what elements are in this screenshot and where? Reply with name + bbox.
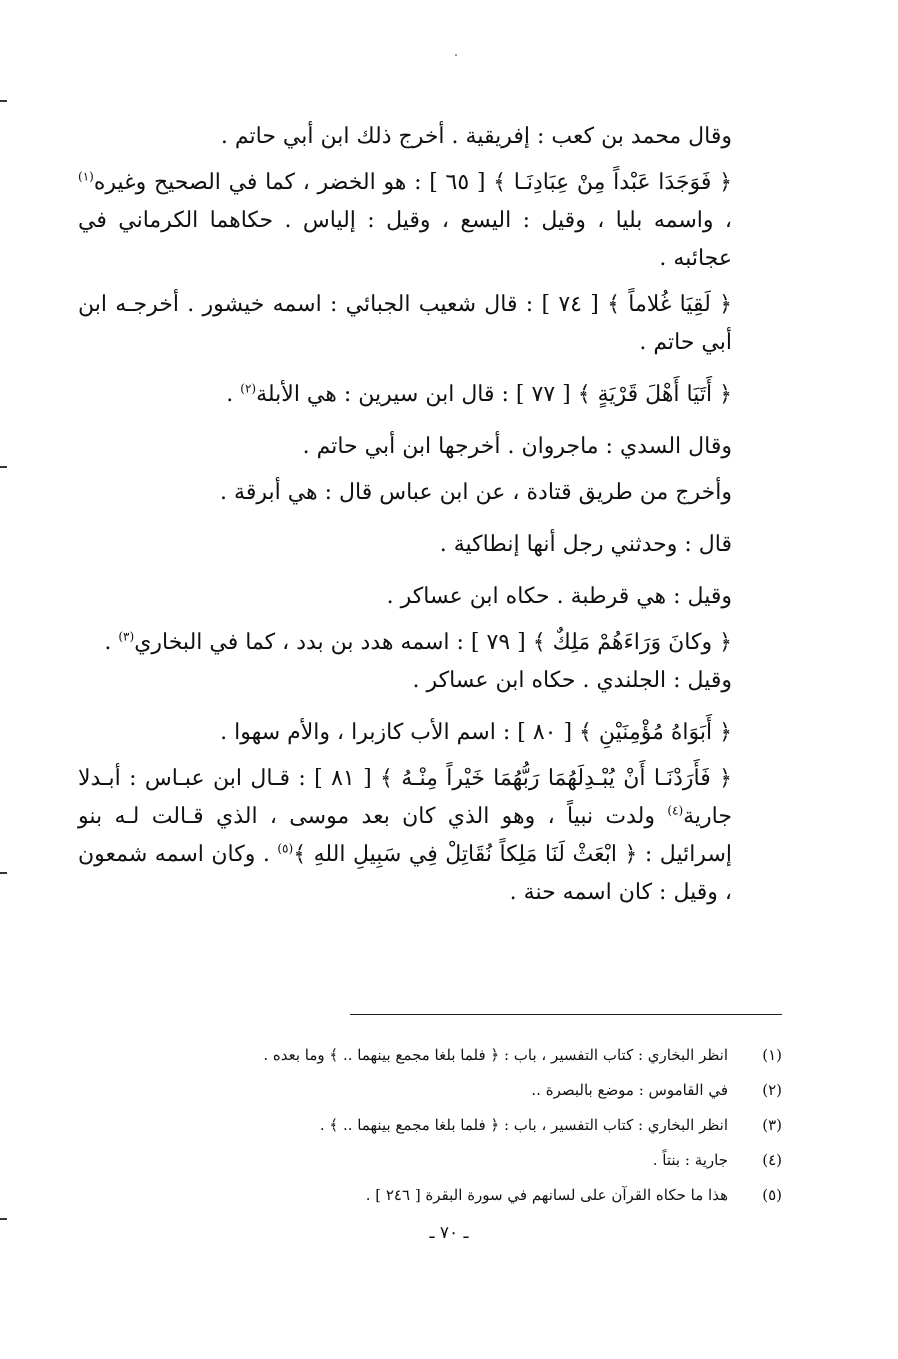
paragraph [78,474,780,512]
footnotes [120,1038,782,1213]
footnote-text: في القاموس : موضع بالبصرة .. [531,1081,728,1099]
footnote-text: جارية : بنتاً . [652,1151,728,1169]
paragraph-text: وقال محمد بن كعب : إفريقية . أخرج ذلك ابن أبي حاتم . [220,124,732,149]
paragraph-text: ﴿ أَبَوَاهُ مُؤْمِنَيْنِ ﴾ [ ٨٠ ] : اسم الأب كازبرا ، والأم سهوا . [220,720,732,745]
paragraph-text: ﴿ أَتَيَا أَهْلَ قَرْيَةٍ ﴾ [ ٧٧ ] : قال ابن سيرين : هي الأبلة [256,382,732,407]
paragraph-text: . وكان اسمه شمعون ، وقيل : كان اسمه حنة . [78,842,732,905]
paragraph-text: وقال السدي : ماجروان . أخرجها ابن أبي حاتم . [302,434,732,459]
paragraph [78,526,780,564]
paragraph-text: وقيل : هي قرطبة . حكاه ابن عساكر . [386,584,732,609]
paragraph-text: ﴿ فَأَرَدْنَـا أَنْ يُبْـدِلَهُمَا رَبُّهُمَا خَيْراً مِنْـهُ ﴾ [ ٨١ ] : قـال ابن عبـاس : أبـدلا جارية [78,766,732,829]
paragraph [78,662,780,700]
footnote [120,1143,782,1178]
paragraph-text: ، واسمه بليا ، وقيل : اليسع ، وقيل : إلياس . حكاهما الكرماني في عجائبه . [78,208,732,271]
paragraph-text: ﴿ فَوَجَدَا عَبْداً مِنْ عِبَادِنَـا ﴾ [ ٦٥ ] : هو الخضر ، كما في الصحيح وغيره [93,170,733,195]
paragraph-text: . [226,382,241,407]
footnote-text: هذا ما حكاه القرآن على لسانهم في سورة البقرة [ ٢٤٦ ] . [365,1186,728,1204]
margin-mark [0,466,7,468]
footnote [120,1108,782,1143]
paragraph [78,164,780,278]
paragraph [78,118,780,156]
paragraph [78,286,780,362]
footnote-text: انظر البخاري : كتاب التفسير ، باب : ﴿ فلما بلغا مجمع بينهما .. ﴾ . [319,1116,728,1134]
main-text [78,118,780,912]
paragraph [78,428,780,466]
footnote [120,1178,782,1213]
paragraph-text: ولدت نبياً ، وهو الذي كان بعد موسى ، الذي قـالت لـه بنو إسرائيل : ﴿ ابْعَثْ لَنَا مَلِكاً نُقَاتِلْ فِي سَبِيلِ اللهِ ﴾ [78,804,732,867]
footnote-number: (٥) [762,1186,782,1204]
paragraph-text: وقيل : الجلندي . حكاه ابن عساكر . [412,668,732,693]
footnote-ref: (١) [78,169,94,184]
footnote-ref: (٥) [277,841,294,856]
footnote-ref: (٣) [118,629,135,644]
paragraph-text: . [104,630,119,655]
paragraph-text: قال : وحدثني رجل أنها إنطاكية . [439,532,732,557]
footnote-number: (٢) [762,1081,782,1099]
footnote-ref: (٢) [240,381,257,396]
paragraph [78,376,780,414]
paragraph [78,578,780,616]
footnote-text: انظر البخاري : كتاب التفسير ، باب : ﴿ فلما بلغا مجمع بينهما .. ﴾ وما بعده . [263,1046,728,1064]
paragraph-text: وأخرج من طريق قتادة ، عن ابن عباس قال : هي أبرقة . [220,480,732,505]
footnote [120,1073,782,1108]
paragraph [78,760,780,912]
margin-mark [0,100,7,102]
paragraph-text: ﴿ وكانَ وَرَاءَهُمْ مَلِكٌ ﴾ [ ٧٩ ] : اسمه هدد بن بدد ، كما في البخاري [134,630,732,655]
footnote-number: (١) [762,1046,782,1064]
margin-mark [0,872,7,874]
footnote-ref: (٤) [667,803,684,818]
paragraph-text: ﴿ لَقِيَا غُلاماً ﴾ [ ٧٤ ] : قال شعيب الجبائي : اسمه خيشور . أخرجـه ابن أبي حاتم . [78,292,732,355]
paragraph [78,714,780,752]
page-number: ـ ٧٠ ـ [429,1223,469,1243]
footnote [120,1038,782,1073]
margin-mark [0,1218,7,1220]
paragraph [78,624,780,662]
scan-speck [455,54,457,56]
footnote-number: (٤) [762,1151,782,1169]
footnote-number: (٣) [762,1116,782,1134]
footnote-separator [350,1014,782,1015]
